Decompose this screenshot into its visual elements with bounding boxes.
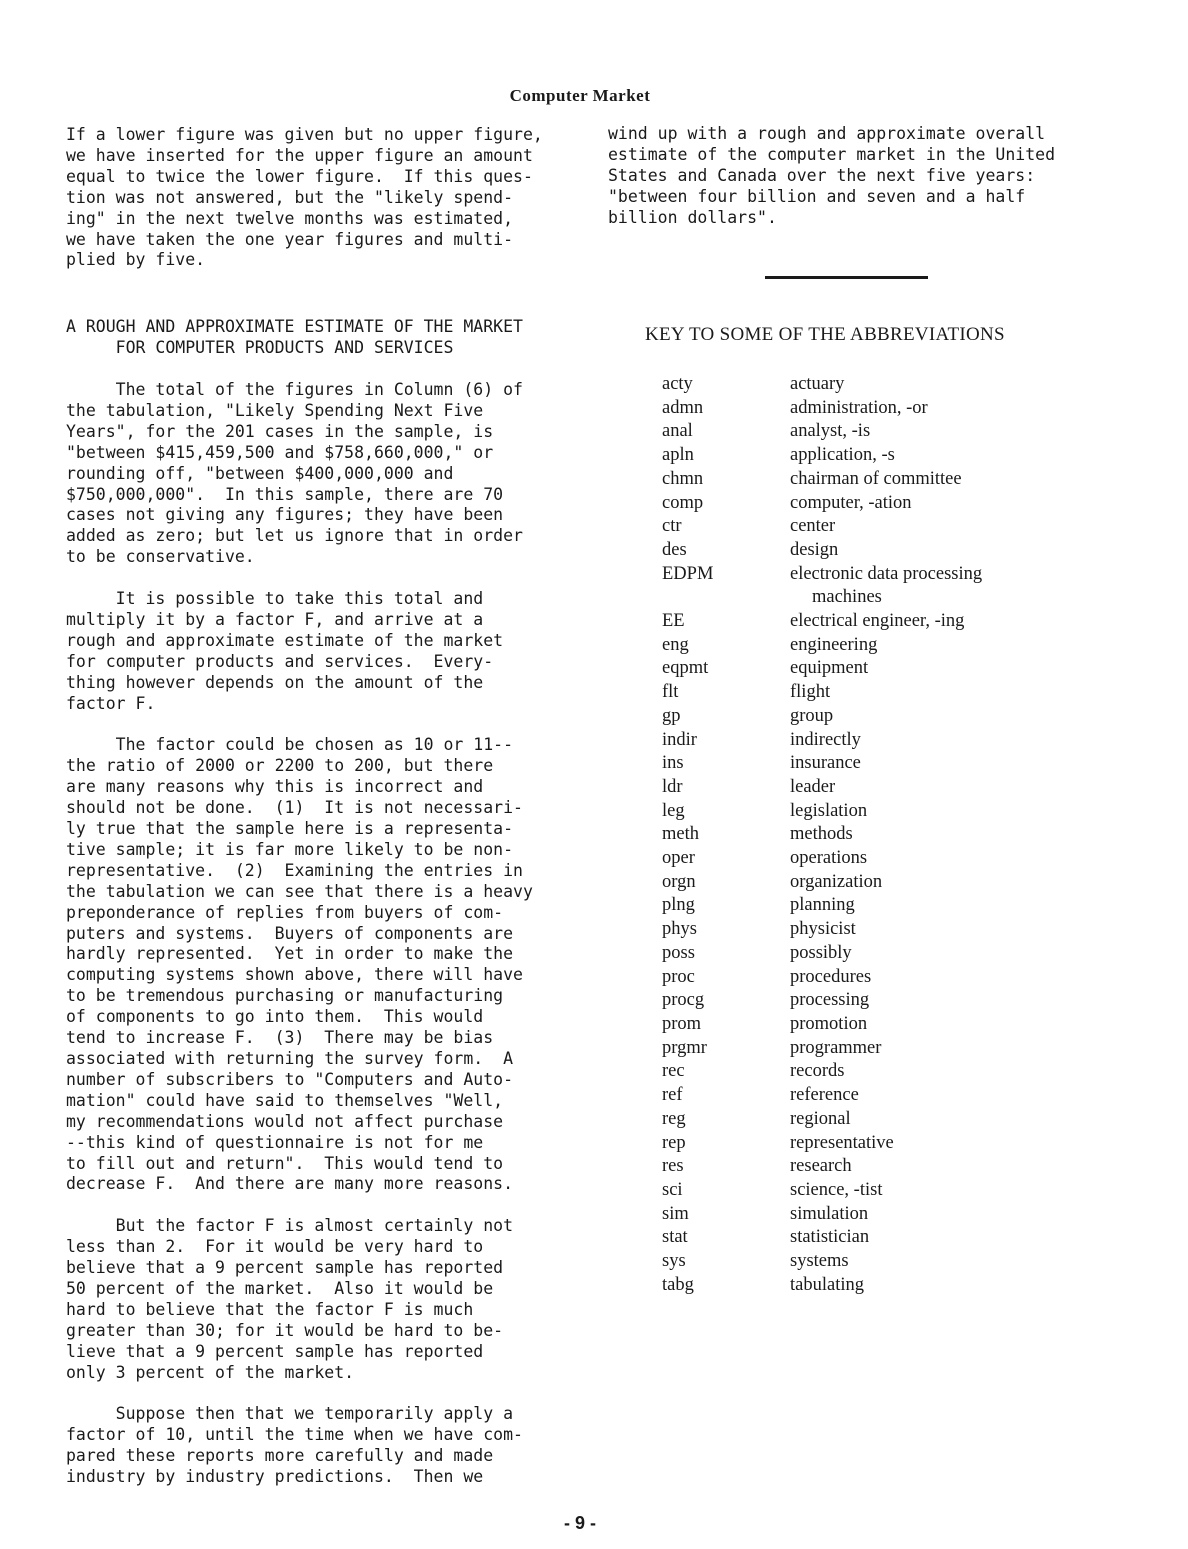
abbreviation-term: procg (662, 990, 705, 1011)
text-line: rounding off, "between $400,000,000 and (66, 463, 454, 483)
text-line: plied by five. (66, 250, 206, 270)
abbreviation-meaning-line: planning (790, 895, 855, 916)
abbreviation-meaning (790, 1250, 1082, 1274)
text-line: to fill out and return". This would tend to (66, 1153, 504, 1173)
abbreviation-term: plng (662, 895, 695, 916)
paragraph-suppose (66, 1404, 586, 1488)
abbreviation-term: reg (662, 1108, 686, 1129)
text-line: tend to increase F. (3) There may be bias (66, 1028, 494, 1048)
abbreviation-meaning-line: analyst, -is (790, 421, 871, 442)
abbreviation-meaning (790, 1179, 1082, 1203)
abbreviation-term: ins (662, 753, 684, 774)
abbreviation-meaning-line: processing (790, 990, 870, 1011)
abbreviation-row (662, 681, 1082, 705)
abbreviation-meaning-line: programmer (790, 1037, 882, 1058)
abbreviation-row (662, 1155, 1082, 1179)
abbreviation-meaning (790, 729, 1082, 753)
abbreviation-term: phys (662, 919, 697, 940)
abbreviation-row (662, 871, 1082, 895)
abbreviation-meaning (790, 847, 1082, 871)
abbreviation-meaning-line: computer, -ation (790, 492, 912, 513)
abbreviation-row (662, 420, 1082, 444)
abbreviation-term: comp (662, 492, 704, 513)
abbreviation-row (662, 373, 1082, 397)
abbreviation-meaning (790, 1084, 1082, 1108)
abbreviation-meaning-line: insurance (790, 753, 861, 774)
abbreviation-meaning (790, 1274, 1082, 1298)
abbreviation-row (662, 752, 1082, 776)
abbreviation-meaning-line: methods (790, 824, 853, 845)
abbreviation-term: leg (662, 800, 685, 821)
abbreviation-row (662, 918, 1082, 942)
abbreviation-meaning-line: chairman of committee (790, 468, 962, 489)
abbreviation-meaning (790, 776, 1082, 800)
abbreviation-meaning (790, 752, 1082, 776)
abbreviation-term: eng (662, 634, 689, 655)
text-line: Years", for the 201 cases in the sample, is (66, 421, 494, 441)
text-line: puters and systems. Buyers of components are (66, 923, 514, 943)
abbreviation-meaning (790, 1060, 1082, 1084)
abbreviation-meaning-line: indirectly (790, 729, 861, 750)
abbreviation-row (662, 634, 1082, 658)
abbreviation-meaning-line: application, -s (790, 445, 895, 466)
abbreviation-row (662, 444, 1082, 468)
abbreviation-meaning-line: records (790, 1061, 845, 1082)
text-line: we have inserted for the upper figure an amount (66, 145, 533, 165)
text-line: computing systems shown above, there will have (66, 965, 523, 985)
abbreviation-meaning-continuation: machines (812, 587, 882, 608)
page-number: - 9 - (563, 1513, 596, 1533)
intro-paragraph (66, 125, 586, 271)
paragraph-factor-reasons (66, 735, 586, 1195)
text-line: multiply it by a factor F, and arrive at a (66, 610, 484, 629)
abbreviation-term: meth (662, 824, 699, 845)
text-line: Suppose then that we temporarily apply a (66, 1404, 514, 1424)
abbreviation-term: sim (662, 1203, 689, 1224)
abbreviation-row (662, 1226, 1082, 1250)
abbreviation-row (662, 800, 1082, 824)
abbreviation-term: ref (662, 1085, 683, 1106)
text-line: But the factor F is almost certainly not (66, 1216, 514, 1236)
abbreviation-meaning-line: group (790, 705, 834, 726)
abbreviation-meaning (790, 563, 1082, 610)
abbreviation-meaning (790, 610, 1082, 634)
abbreviation-meaning-line: possibly (790, 942, 852, 963)
abbreviation-term: eqpmt (662, 658, 709, 679)
abbreviation-term: sys (662, 1251, 686, 1272)
abbreviation-meaning (790, 918, 1082, 942)
abbreviation-row (662, 966, 1082, 990)
text-line: "between $415,459,500 and $758,660,000," or (66, 442, 494, 462)
abbreviation-meaning-line: simulation (790, 1203, 869, 1224)
abbreviation-meaning-line: procedures (790, 966, 872, 987)
abbreviation-meaning (790, 1108, 1082, 1132)
abbreviation-row (662, 1060, 1082, 1084)
abbreviation-meaning-line: equipment (790, 658, 869, 679)
abbreviation-term: rep (662, 1132, 686, 1153)
abbreviation-meaning (790, 444, 1082, 468)
abbreviation-row (662, 515, 1082, 539)
text-line: should not be done. (1) It is not necessari- (66, 798, 523, 818)
abbreviation-row (662, 1203, 1082, 1227)
abbreviation-term: gp (662, 705, 681, 726)
abbreviation-meaning-line: representative (790, 1132, 894, 1153)
abbreviation-meaning-line: research (790, 1156, 852, 1177)
abbreviation-row (662, 1250, 1082, 1274)
abbreviation-term: des (662, 539, 687, 560)
text-line: the tabulation we can see that there is a heavy (66, 881, 533, 901)
divider-rule (765, 276, 928, 279)
abbreviation-row (662, 1132, 1082, 1156)
abbreviation-meaning (790, 373, 1082, 397)
abbreviation-term: prom (662, 1013, 702, 1034)
text-line: cases not giving any figures; they have been (66, 505, 504, 525)
abbreviation-meaning (790, 1132, 1082, 1156)
abbreviation-meaning-line: leader (790, 776, 836, 797)
abbreviation-meaning-line: flight (790, 682, 831, 703)
text-line: "between four billion and seven and a half (608, 186, 1026, 206)
text-line: tive sample; it is far more likely to be non- (66, 839, 514, 859)
abbreviation-term: flt (662, 682, 679, 703)
text-line: A ROUGH AND APPROXIMATE ESTIMATE OF THE MARKET (66, 317, 523, 337)
abbreviation-meaning-line: electrical engineer, -ing (790, 611, 965, 632)
text-line: tion was not answered, but the "likely spend- (66, 187, 514, 207)
abbreviation-row (662, 989, 1082, 1013)
text-line: rough and approximate estimate of the market (66, 630, 504, 650)
text-line: ly true that the sample here is a representa- (66, 819, 514, 839)
text-line: associated with returning the survey form. A (66, 1049, 514, 1069)
text-line: only 3 percent of the market. (66, 1362, 355, 1382)
abbreviation-meaning-line: electronic data processing (790, 563, 983, 584)
abbreviation-meaning (790, 515, 1082, 539)
text-line: The factor could be chosen as 10 or 11-- (66, 735, 514, 755)
abbreviations-key-title: KEY TO SOME OF THE ABBREVIATIONS (645, 324, 1005, 345)
paragraph-factor-f (66, 589, 586, 714)
abbreviation-meaning-line: organization (790, 871, 883, 892)
abbreviation-term: apln (662, 445, 694, 466)
abbreviation-row (662, 1179, 1082, 1203)
text-line: billion dollars". (608, 207, 777, 227)
abbreviation-term: anal (662, 421, 693, 442)
text-line: estimate of the computer market in the United (608, 144, 1056, 164)
abbreviation-meaning-line: physicist (790, 919, 856, 940)
text-line: my recommendations would not affect purchase (66, 1111, 504, 1131)
text-line: greater than 30; for it would be hard to be- (66, 1320, 504, 1340)
abbreviation-meaning-line: actuary (790, 374, 845, 394)
text-line: wind up with a rough and approximate overall (608, 124, 1046, 143)
abbreviation-meaning (790, 800, 1082, 824)
abbreviation-row (662, 823, 1082, 847)
text-line: to be conservative. (66, 547, 255, 567)
abbreviation-term: admn (662, 397, 704, 418)
text-line: we have taken the one year figures and multi- (66, 229, 514, 249)
abbreviation-meaning (790, 681, 1082, 705)
abbreviation-term: ctr (662, 516, 682, 537)
abbreviation-meaning-line: reference (790, 1085, 859, 1106)
text-line: added as zero; but let us ignore that in order (66, 526, 523, 546)
abbreviation-meaning (790, 420, 1082, 444)
abbreviation-term: stat (662, 1227, 688, 1248)
text-line: less than 2. For it would be very hard to (66, 1237, 484, 1257)
abbreviation-meaning-line: engineering (790, 634, 878, 655)
abbreviation-term: indir (662, 729, 697, 750)
abbreviation-meaning (790, 966, 1082, 990)
text-line: to be tremendous purchasing or manufacturing (66, 986, 504, 1006)
abbreviation-row (662, 1084, 1082, 1108)
text-line: of components to go into them. This would (66, 1007, 484, 1027)
text-line: factor of 10, until the time when we have com- (66, 1425, 523, 1445)
abbreviation-term: poss (662, 942, 695, 963)
abbreviation-meaning (790, 1037, 1082, 1061)
abbreviation-term: chmn (662, 468, 704, 489)
text-line: mation" could have said to themselves "Well, (66, 1090, 504, 1110)
text-line: FOR COMPUTER PRODUCTS AND SERVICES (66, 338, 454, 358)
abbreviation-row (662, 468, 1082, 492)
abbreviation-term: EE (662, 611, 685, 632)
text-line: industry by industry predictions. Then we (66, 1467, 484, 1487)
abbreviation-row (662, 1274, 1082, 1298)
abbreviation-meaning (790, 634, 1082, 658)
abbreviation-meaning (790, 657, 1082, 681)
abbreviation-row (662, 492, 1082, 516)
abbreviation-meaning (790, 1226, 1082, 1250)
abbreviations-table (662, 373, 1082, 1297)
abbreviation-meaning (790, 468, 1082, 492)
continuation-paragraph (608, 124, 1128, 229)
abbreviation-meaning (790, 705, 1082, 729)
abbreviation-meaning (790, 1203, 1082, 1227)
abbreviation-meaning (790, 894, 1082, 918)
abbreviation-row (662, 539, 1082, 563)
abbreviation-meaning (790, 492, 1082, 516)
text-line: decrease F. And there are many more reasons. (66, 1174, 514, 1194)
abbreviation-meaning-line: systems (790, 1251, 849, 1272)
text-line: $750,000,000". In this sample, there are 70 (66, 484, 504, 504)
abbreviation-row (662, 397, 1082, 421)
right-column (608, 124, 1128, 249)
abbreviation-meaning-line: promotion (790, 1013, 868, 1034)
abbreviation-meaning-line: tabulating (790, 1274, 864, 1295)
abbreviation-row (662, 563, 1082, 610)
text-line: thing however depends on the amount of the (66, 672, 484, 692)
text-line: If a lower figure was given but no upper figure, (66, 125, 543, 144)
abbreviation-term: tabg (662, 1274, 694, 1295)
text-line: ing" in the next twelve months was estimated, (66, 208, 514, 228)
abbreviation-row (662, 847, 1082, 871)
abbreviation-row (662, 657, 1082, 681)
text-line: hardly represented. Yet in order to make the (66, 944, 514, 964)
abbreviation-term: acty (662, 374, 693, 394)
abbreviation-row (662, 1037, 1082, 1061)
text-line: The total of the figures in Column (6) of (66, 380, 523, 400)
text-line: pared these reports more carefully and made (66, 1446, 494, 1466)
abbreviation-row (662, 729, 1082, 753)
abbreviation-term: ldr (662, 776, 683, 797)
abbreviation-term: prgmr (662, 1037, 707, 1058)
text-line: are many reasons why this is incorrect and (66, 777, 484, 797)
abbreviation-row (662, 776, 1082, 800)
text-line: 50 percent of the market. Also it would be (66, 1278, 494, 1298)
abbreviation-meaning (790, 1013, 1082, 1037)
page-header-title: Computer Market (509, 86, 651, 105)
abbreviation-meaning-line: center (790, 516, 836, 537)
abbreviation-meaning (790, 397, 1082, 421)
text-line: representative. (2) Examining the entries in (66, 860, 523, 880)
abbreviation-row (662, 942, 1082, 966)
abbreviation-term: EDPM (662, 563, 714, 584)
text-line: It is possible to take this total and (66, 589, 484, 609)
abbreviation-meaning-line: legislation (790, 800, 868, 821)
abbreviation-meaning (790, 942, 1082, 966)
abbreviation-term: rec (662, 1061, 685, 1082)
abbreviation-row (662, 894, 1082, 918)
abbreviation-meaning-line: operations (790, 848, 868, 869)
abbreviation-term: orgn (662, 871, 696, 892)
text-line: lieve that a 9 percent sample has reported (66, 1341, 484, 1361)
abbreviation-meaning-line: administration, -or (790, 397, 928, 418)
abbreviation-term: res (662, 1156, 684, 1177)
abbreviation-term: oper (662, 848, 695, 869)
abbreviation-meaning-line: regional (790, 1108, 851, 1129)
paragraph-total (66, 380, 586, 568)
text-line: preponderance of replies from buyers of com- (66, 902, 504, 922)
text-line: the tabulation, "Likely Spending Next Five (66, 400, 484, 420)
text-line: factor F. (66, 693, 156, 713)
text-line: --this kind of questionnaire is not for me (66, 1132, 484, 1152)
text-line: equal to twice the lower figure. If this ques- (66, 166, 533, 186)
abbreviation-meaning-line: statistician (790, 1227, 870, 1248)
abbreviation-meaning (790, 989, 1082, 1013)
abbreviation-meaning (790, 871, 1082, 895)
text-line: number of subscribers to "Computers and Auto- (66, 1069, 514, 1089)
abbreviation-row (662, 610, 1082, 634)
paragraph-factor-bounds (66, 1216, 586, 1383)
abbreviation-term: proc (662, 966, 695, 987)
text-line: hard to believe that the factor F is much (66, 1299, 474, 1319)
text-line: for computer products and services. Every- (66, 651, 494, 671)
abbreviation-row (662, 1013, 1082, 1037)
abbreviation-row (662, 1108, 1082, 1132)
text-line: believe that a 9 percent sample has reported (66, 1258, 504, 1278)
abbreviation-row (662, 705, 1082, 729)
text-line: States and Canada over the next five years: (608, 165, 1036, 185)
text-line: the ratio of 2000 or 2200 to 200, but there (66, 756, 494, 776)
abbreviation-meaning (790, 539, 1082, 563)
abbreviation-meaning-line: science, -tist (790, 1179, 883, 1200)
abbreviation-meaning-line: design (790, 539, 839, 560)
abbreviation-meaning (790, 823, 1082, 847)
abbreviation-meaning (790, 1155, 1082, 1179)
abbreviation-term: sci (662, 1179, 683, 1200)
